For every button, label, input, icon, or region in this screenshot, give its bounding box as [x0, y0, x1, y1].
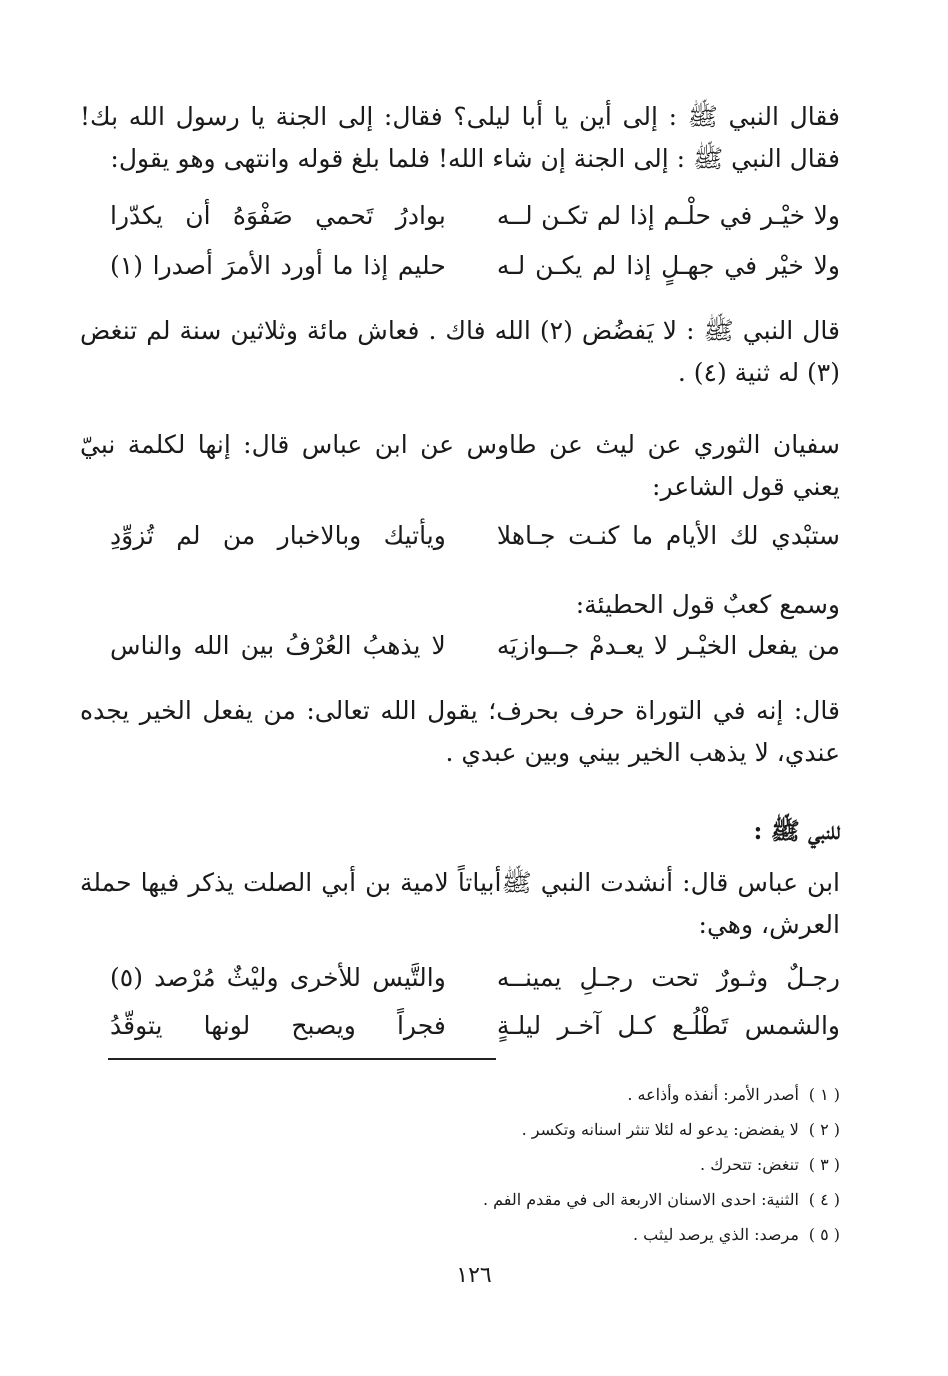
paragraph-1: فقال النبي ﷺ : إلى أين يا أبا ليلى؟ فقال: إلى الجنة يا رسول الله بك! فقال النبي ﷺ : إلى الجنة إن شاء الله! فلما بلغ قوله وانتهى وهو يقول: — [80, 102, 840, 173]
verse-2-first-hemistich: ولا خيْر في جهـلٍ إذا لم يكـن لـه — [496, 251, 840, 280]
verse-4-second-hemistich: لا يذهبُ العُرْفُ بين الله والناس — [110, 631, 446, 660]
footnote-5 — [120, 1220, 840, 1250]
verse-3-second-hemistich: ويأتيك وبالاخبار من لم تُزوِّدِ — [110, 521, 446, 550]
paragraph-3: سفيان الثوري عن ليث عن طاوس عن ابن عباس قال: إنها لكلمة نبيّ يعني قول الشاعر: — [80, 430, 840, 501]
footnote-2-number: ( ٢ ) — [808, 1120, 840, 1139]
paragraph-6: ابن عباس قال: أنشدت النبي ﷺأبياتاً لامية بن أبي الصلت يذكر فيها حملة العرش، وهي: — [80, 868, 840, 939]
verse-line-3 — [110, 516, 840, 556]
footnote-5-number: ( ٥ ) — [808, 1225, 840, 1244]
footnote-separator — [108, 1058, 496, 1060]
verse-5-first-hemistich: رجـلٌ وثـورٌ تحت رجـلِ يمينــه — [496, 963, 840, 992]
verse-3-first-hemistich: ستبْدي لك الأيام ما كنـت جـاهلا — [496, 521, 840, 550]
verse-4-first-hemistich: من يفعل الخيْـر لا يعـدمْ جــوازيَه — [496, 631, 840, 660]
verse-2-second-hemistich: حليم إذا ما أورد الأمرَ أصدرا (١) — [110, 251, 446, 280]
page-number: ١٢٦ — [456, 1263, 492, 1288]
paragraph-5: قال: إنه في التوراة حرف بحرف؛ يقول الله تعالى: من يفعل الخير يجده عندي، لا يذهب الخير بيني وبين عبدي . — [80, 696, 840, 767]
paragraph-4: وسمع كعبٌ قول الحطيئة: — [575, 590, 840, 619]
verse-6-second-hemistich: فجراً ويصبح لونها يتوقّدُ — [110, 1011, 446, 1040]
footnote-4-number: ( ٤ ) — [808, 1190, 840, 1209]
footnote-1-text: أصدر الأمر: أنفذه وأذاعه . — [627, 1085, 799, 1104]
verse-line-5 — [110, 958, 840, 998]
section-heading: للنبي ﷺ : — [753, 816, 840, 845]
footnote-4 — [120, 1185, 840, 1215]
verse-line-2 — [110, 246, 840, 286]
verse-line-6 — [110, 1006, 840, 1046]
verse-1-second-hemistich: بوادرُ تَحمي صَفْوَهُ أن يكدّرا — [110, 201, 446, 230]
verse-1-first-hemistich: ولا خيْـر في حلْـم إذا لم تكـن لــه — [496, 201, 840, 230]
footnote-5-text: مرصد: الذي يرصد ليثب . — [632, 1225, 799, 1244]
footnote-2 — [120, 1115, 840, 1145]
footnote-3-text: تنغض: تتحرك . — [700, 1155, 799, 1174]
footnote-3-number: ( ٣ ) — [808, 1155, 840, 1174]
verse-6-first-hemistich: والشمس تَطْلُـع كـل آخـر ليلـةٍ — [496, 1011, 840, 1040]
verse-line-4 — [110, 626, 840, 666]
footnote-1 — [120, 1080, 840, 1110]
footnote-2-text: لا يفضض: يدعو له لئلا تنثر اسنانه وتكسر . — [521, 1120, 799, 1139]
footnote-3 — [120, 1150, 840, 1180]
verse-5-second-hemistich: والتَّيس للأخرى وليْثٌ مُرْصد (٥) — [110, 963, 446, 992]
footnote-4-text: الثنية: احدى الاسنان الاربعة الى في مقدم الفم . — [482, 1190, 799, 1209]
verse-line-1 — [110, 196, 840, 236]
paragraph-2: قال النبي ﷺ : لا يَفضُض (٢) الله فاك . فعاش مائة وثلاثين سنة لم تنغض (٣) له ثنية (٤) . — [80, 316, 840, 387]
footnote-1-number: ( ١ ) — [808, 1085, 840, 1104]
